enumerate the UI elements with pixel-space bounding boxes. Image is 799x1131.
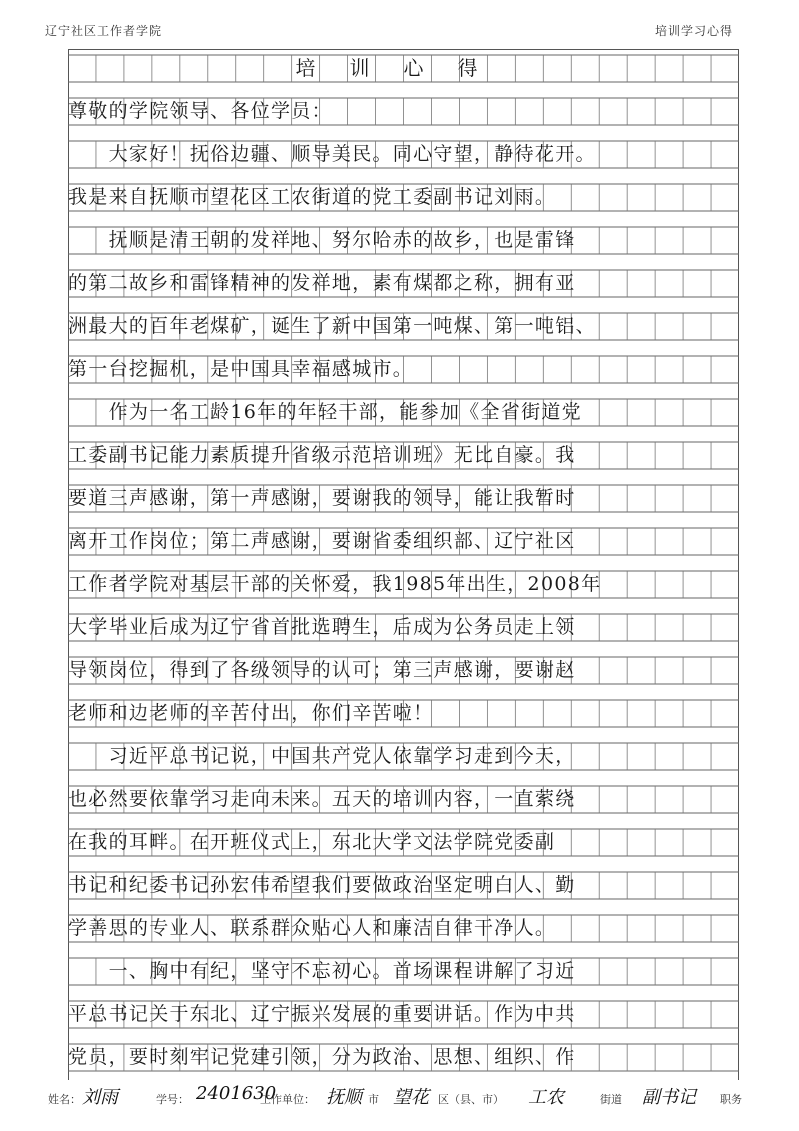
text-line: 第一台挖掘机，是中国具幸福感城市。: [68, 358, 414, 380]
text-line: 抚顺是清王朝的发祥地、努尔哈赤的故乡，也是雷锋: [68, 229, 576, 251]
text-line: 平总书记关于东北、辽宁振兴发展的重要讲话。作为中共: [68, 1003, 576, 1025]
text-line: 离开工作岗位；第二声感谢，要谢省委组织部、辽宁社区: [68, 530, 576, 552]
unit-label: 工作单位：: [260, 1093, 315, 1106]
district-value: 望花: [393, 1087, 429, 1108]
header-doc-type: 培训学习心得: [654, 24, 733, 38]
id-label: 学号：: [156, 1093, 189, 1106]
text-line: 作为一名工龄16年的年轻干部，能参加《全省街道党: [68, 401, 582, 423]
text-line: 老师和边老师的辛苦付出，你们辛苦啦！: [68, 702, 434, 724]
text-line: 党员，要时刻牢记党建引领，分为政治、思想、组织、作: [68, 1046, 576, 1068]
text-line: 习近平总书记说，中国共产党人依靠学习走到今天，: [68, 745, 576, 767]
text-line: 导领岗位，得到了各级领导的认可；第三声感谢，要谢赵: [68, 659, 576, 681]
text-line: 工作者学院对基层干部的关怀爱，我1985年出生，2008年: [68, 573, 602, 595]
id-value: 2401630: [196, 1083, 277, 1104]
writing-grid: [68, 49, 739, 1080]
text-line: 要道三声感谢，第一声感谢，要谢我的领导，能让我暂时: [68, 487, 576, 509]
text-line: 书记和纪委书记孙宏伟希望我们要做政治坚定明白人、勤: [68, 874, 576, 896]
text-line: 大家好！抚俗边疆、顺导美民。同心守望，静待花开。: [68, 143, 596, 165]
text-line: 洲最大的百年老煤矿，诞生了新中国第一吨煤、第一吨铝、: [68, 315, 596, 337]
job-value: 副书记: [642, 1087, 696, 1108]
footer-info: [48, 1083, 768, 1113]
name-value: 刘雨: [82, 1087, 118, 1108]
name-label: 姓名：: [48, 1093, 81, 1106]
job-label: 职务: [720, 1093, 742, 1106]
city-label: 市: [368, 1093, 379, 1106]
text-line: 也必然要依靠学习走向未来。五天的培训内容，一直萦绕: [68, 788, 576, 810]
text-line: 一、胸中有纪，坚守不忘初心。首场课程讲解了习近: [68, 960, 576, 982]
city-value: 抚顺: [326, 1087, 362, 1108]
text-line: 大学毕业后成为辽宁省首批选聘生，后成为公务员走上领: [68, 616, 576, 638]
text-line: 尊敬的学院领导、各位学员：: [68, 100, 332, 122]
text-line: 学善思的专业人、联系群众贴心人和廉洁自律干净人。: [68, 917, 556, 939]
text-line: 我是来自抚顺市望花区工农街道的党工委副书记刘雨。: [68, 186, 556, 208]
street-value: 工农: [528, 1087, 564, 1108]
essay-title: 培训心得: [295, 56, 512, 80]
text-line: 工委副书记能力素质提升省级示范培训班》无比自豪。我: [68, 444, 576, 466]
page-header: [0, 22, 799, 42]
text-line: 的第二故乡和雷锋精神的发祥地，素有煤都之称，拥有亚: [68, 272, 576, 294]
street-label: 街道: [600, 1093, 622, 1106]
text-line: 在我的耳畔。在开班仪式上，东北大学文法学院党委副: [68, 831, 556, 853]
header-institution: 辽宁社区工作者学院: [45, 24, 163, 38]
district-label: 区（县、市）: [438, 1093, 504, 1106]
